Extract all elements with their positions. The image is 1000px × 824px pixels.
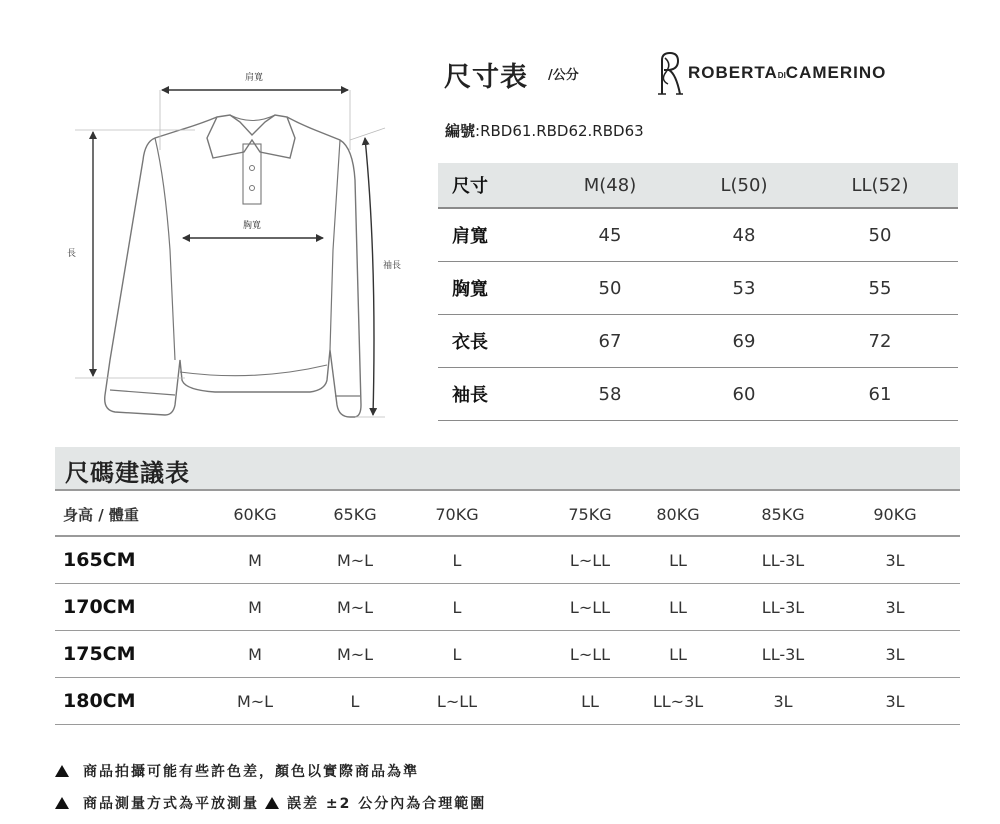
brand-name-tail: CAMERINO <box>785 63 887 82</box>
size-table-header <box>438 163 958 209</box>
table-cell: 60 <box>732 383 756 405</box>
shirt-measurement-diagram <box>55 60 425 440</box>
table-row <box>438 262 958 315</box>
table-cell: M <box>248 550 262 570</box>
table-cell: 69 <box>732 330 756 352</box>
header-cell: 75KG <box>568 504 612 524</box>
chest-width-label: 胸寬 <box>243 221 262 231</box>
table-cell: 58 <box>598 383 622 405</box>
sleeve-length-label: 袖長 <box>383 261 402 271</box>
table-cell: LL <box>581 691 599 711</box>
header-cell: 70KG <box>435 504 479 524</box>
size-table-header-cell: L(50) <box>720 174 768 196</box>
table-cell: 50 <box>598 277 622 299</box>
table-cell: M~L <box>336 597 374 617</box>
height-cell: 175CM <box>63 643 136 665</box>
table-cell: 50 <box>868 224 892 246</box>
table-cell: LL <box>669 550 687 570</box>
row-label: 袖長 <box>452 385 488 406</box>
size-table-header-cell: LL(52) <box>851 174 909 196</box>
table-cell: M <box>248 597 262 617</box>
table-cell: 55 <box>868 277 892 299</box>
table-row <box>438 368 958 421</box>
header-cell-height-weight: 身高 / 體重 <box>63 505 139 524</box>
height-cell: 180CM <box>63 690 136 712</box>
triangle-bullet-icon <box>55 765 69 777</box>
size-chart-unit: /公分 <box>548 68 579 83</box>
size-chart-title: 尺寸表 <box>444 62 528 93</box>
table-cell: 3L <box>885 644 905 664</box>
table-cell: 3L <box>773 691 793 711</box>
table-row <box>438 209 958 262</box>
table-cell: M~L <box>336 644 374 664</box>
table-cell: 3L <box>885 597 905 617</box>
table-cell: L <box>452 597 462 617</box>
header-cell: 65KG <box>333 504 377 524</box>
recommendation-table-header <box>55 493 960 537</box>
table-cell: 67 <box>598 330 622 352</box>
table-cell: LL <box>669 597 687 617</box>
notes <box>55 755 486 819</box>
recommendation-title: 尺碼建議表 <box>65 459 190 487</box>
table-row <box>438 315 958 368</box>
header-cell: 80KG <box>656 504 700 524</box>
table-cell: L~LL <box>436 691 478 711</box>
recommendation-table <box>55 493 960 725</box>
table-cell: L <box>452 550 462 570</box>
table-cell: LL~3L <box>652 691 704 711</box>
table-row <box>55 537 960 584</box>
size-table-header-cell: 尺寸 <box>452 176 488 197</box>
note-measurement <box>55 787 486 819</box>
recommendation-title-bar <box>55 447 960 491</box>
row-label: 胸寬 <box>452 279 488 300</box>
table-cell: M~L <box>236 691 274 711</box>
table-cell: L <box>350 691 360 711</box>
table-row <box>55 678 960 725</box>
table-cell: L~LL <box>569 550 611 570</box>
brand-name <box>688 63 886 83</box>
brand-name-main: ROBERTA <box>688 63 778 82</box>
length-label: 長 <box>67 249 77 259</box>
table-cell: M~L <box>336 550 374 570</box>
table-cell: 48 <box>732 224 756 246</box>
table-row <box>55 584 960 631</box>
table-cell: L~LL <box>569 644 611 664</box>
shoulder-width-label: 肩寬 <box>245 73 264 83</box>
table-cell: LL <box>669 644 687 664</box>
header-cell: 60KG <box>233 504 277 524</box>
brand-name-di: DI <box>777 71 786 80</box>
table-row <box>55 631 960 678</box>
row-label: 肩寬 <box>452 226 488 247</box>
note-text: 商品測量方式為平放測量 <box>83 796 259 812</box>
table-cell: 72 <box>868 330 892 352</box>
knot-r-logo-icon <box>656 50 684 96</box>
height-cell: 165CM <box>63 549 136 571</box>
table-cell: LL-3L <box>761 550 805 570</box>
note-color-difference <box>55 755 486 787</box>
note-text: 商品拍攝可能有些許色差，顏色以實際商品為準 <box>83 764 419 780</box>
model-number-label: 編號 <box>445 122 476 140</box>
table-cell: L~LL <box>569 597 611 617</box>
row-label: 衣長 <box>452 332 488 353</box>
table-cell: 45 <box>598 224 622 246</box>
brand-logo <box>656 50 886 96</box>
model-number-value: :RBD61.RBD62.RBD63 <box>475 122 644 140</box>
size-table <box>438 163 958 421</box>
table-cell: 3L <box>885 691 905 711</box>
table-cell: 53 <box>732 277 756 299</box>
triangle-bullet-icon <box>265 797 279 809</box>
table-cell: LL-3L <box>761 597 805 617</box>
height-cell: 170CM <box>63 596 136 618</box>
table-cell: 3L <box>885 550 905 570</box>
header-cell: 85KG <box>761 504 805 524</box>
polo-shirt-outline-icon <box>55 60 425 440</box>
table-cell: L <box>452 644 462 664</box>
size-table-header-cell: M(48) <box>583 174 637 196</box>
header-cell: 90KG <box>873 504 917 524</box>
table-cell: 61 <box>868 383 892 405</box>
triangle-bullet-icon <box>55 797 69 809</box>
note-text: 誤差 ±2 公分內為合理範圍 <box>287 796 487 812</box>
model-number <box>445 120 644 141</box>
table-cell: M <box>248 644 262 664</box>
table-cell: LL-3L <box>761 644 805 664</box>
